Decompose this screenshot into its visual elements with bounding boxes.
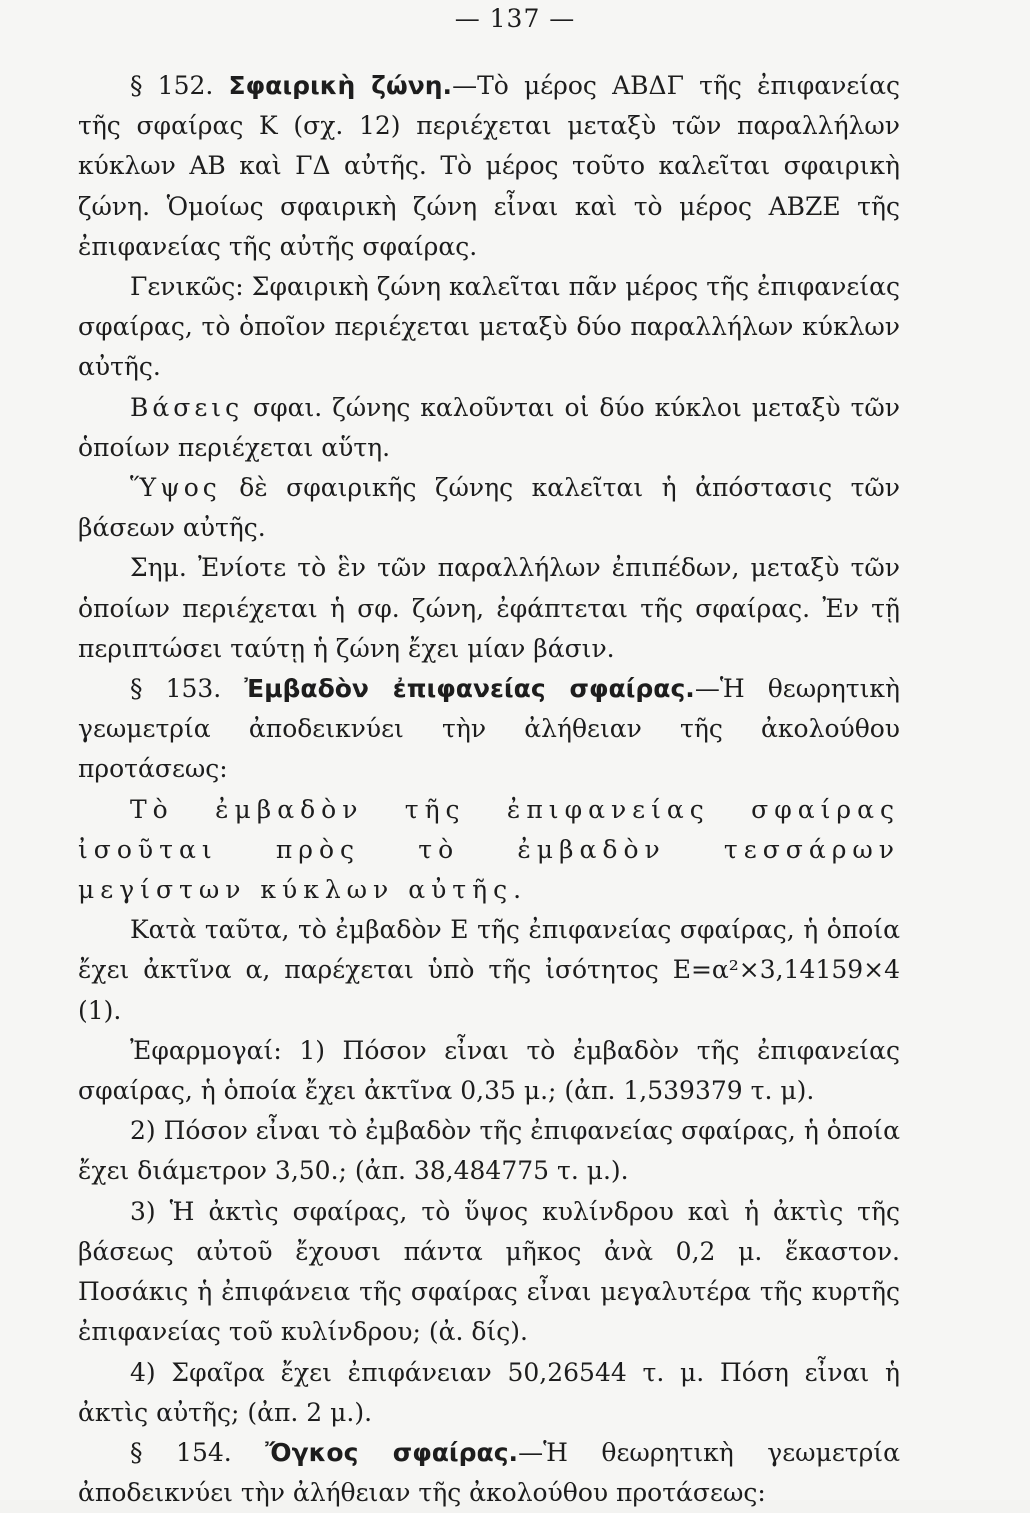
paragraph-note: Σημ. Ἐνίοτε τὸ ἓν τῶν παραλλήλων ἐπιπέδων, μεταξὺ τῶν ὁποίων περιέχεται ἡ σφ. ζώνη, ἐφάπτεται τῆς σφαίρας. Ἐν τῇ περιπτώσει ταύτῃ ἡ ζώνη ἔχει μίαν βάσιν. [78,553,900,663]
exercise-3: 3) Ἡ ἀκτὶς σφαίρας, τὸ ὕψος κυλίνδρου καὶ ἡ ἀκτὶς τῆς βάσεως αὐτοῦ ἔχουσι πάντα μῆκος ἀνὰ 0,2 μ. ἕκαστον. Ποσάκις ἡ ἐπιφάνεια τῆς σφαίρας εἶναι μεγαλυτέρα τῆς κυρτῆς ἐπιφανείας τοῦ κυλίνδρου; (ἀ. δίς). [78,1196,900,1347]
section-number: § 153. [130,674,222,704]
section-number: § 152. [130,71,214,100]
paragraph-bases [78,388,900,468]
paragraph-height [78,468,900,548]
exercise-1: Ἐφαρμογαί: 1) Πόσον εἶναι τὸ ἐμβαδὸν τῆς ἐπιφανείας σφαίρας, ἡ ὁποία ἔχει ἀκτῖνα 0,35 μ.; (ἀπ. 1,539379 τ. μ). [78,1035,900,1106]
section-heading: Ἐμβαδὸν ἐπιφανείας σφαίρας. [244,674,695,704]
paragraph-152 [78,66,900,267]
page-number: — 137 — [454,4,576,33]
paragraph-definition: Γενικῶς: Σφαιρικὴ ζώνη καλεῖται πᾶν μέρος τῆς ἐπιφανείας σφαίρας, τὸ ὁποῖον περιέχεται μεταξὺ δύο παραλλήλων κύκλων αὐτῆς. [78,272,900,382]
section-number: § 154. [130,1437,232,1467]
paragraph-text: —Ἡ θεωρητικὴ γεωμετρία ἀποδεικνύει τὴν ἀλήθειαν τῆς ἀκολούθου προτάσεως: [78,1437,900,1508]
exercise-2: 2) Πόσον εἶναι τὸ ἐμβαδὸν τῆς ἐπιφανείας σφαίρας, ἡ ὁποία ἔχει διάμετρον 3,50.; (ἀπ. 38,484775 τ. μ.). [78,1116,900,1186]
paragraph-text: δὲ σφαιρικῆς ζώνης καλεῖται ἡ ἀπόστασις τῶν βάσεων αὐτῆς. [78,473,900,543]
paragraph-text: —Τὸ μέρος ΑΒΔΓ τῆς ἐπιφανείας τῆς σφαίρας Κ (σχ. 12) περιέχεται μεταξὺ τῶν παραλλήλων κύκλων ΑΒ καὶ ΓΔ αὐτῆς. Τὸ μέρος τοῦτο καλεῖται σφαιρικὴ ζώνη. Ὁμοίως σφαιρικὴ ζώνη εἶναι καὶ τὸ μέρος ΑΒΖΕ τῆς ἐπιφανείας τῆς αὐτῆς σφαίρας. [78,71,900,261]
section-heading: Ὄγκος σφαίρας. [265,1437,519,1467]
term: Βάσεις [130,392,244,422]
paragraph-154 [78,1433,900,1513]
term: Ὕψος [130,473,221,503]
paragraph-text: —Ἡ θεωρητικὴ γεωμετρία ἀποδεικνύει τὴν ἀλήθειαν τῆς ἀκολούθου προτάσεως: [78,674,900,784]
exercise-4: 4) Σφαῖρα ἔχει ἐπιφάνειαν 50,26544 τ. μ. Πόση εἶναι ἡ ἀκτὶς αὐτῆς; (ἀπ. 2 μ.). [78,1357,900,1427]
proposition: Τὸ ἐμβαδὸν τῆς ἐπιφανείας σφαίρας ἰσοῦται πρὸς τὸ ἐμβαδὸν τεσσάρων μεγίστων κύκλων αὐτῆς. [78,794,900,905]
paragraph-formula: Κατὰ ταῦτα, τὸ ἐμβαδὸν Ε τῆς ἐπιφανείας σφαίρας, ἡ ὁποία ἔχει ἀκτῖνα α, παρέχεται ὑπὸ τῆς ἰσότητος Ε=α²×3,14159×4 (1). [78,915,900,1025]
paragraph-153 [78,669,900,790]
section-heading: Σφαιρικὴ ζώνη. [228,71,453,100]
page-body [78,66,900,1513]
paragraph-text: σφαι. ζώνης καλοῦνται οἱ δύο κύκλοι μεταξὺ τῶν ὁποίων περιέχεται αὕτη. [78,392,900,462]
